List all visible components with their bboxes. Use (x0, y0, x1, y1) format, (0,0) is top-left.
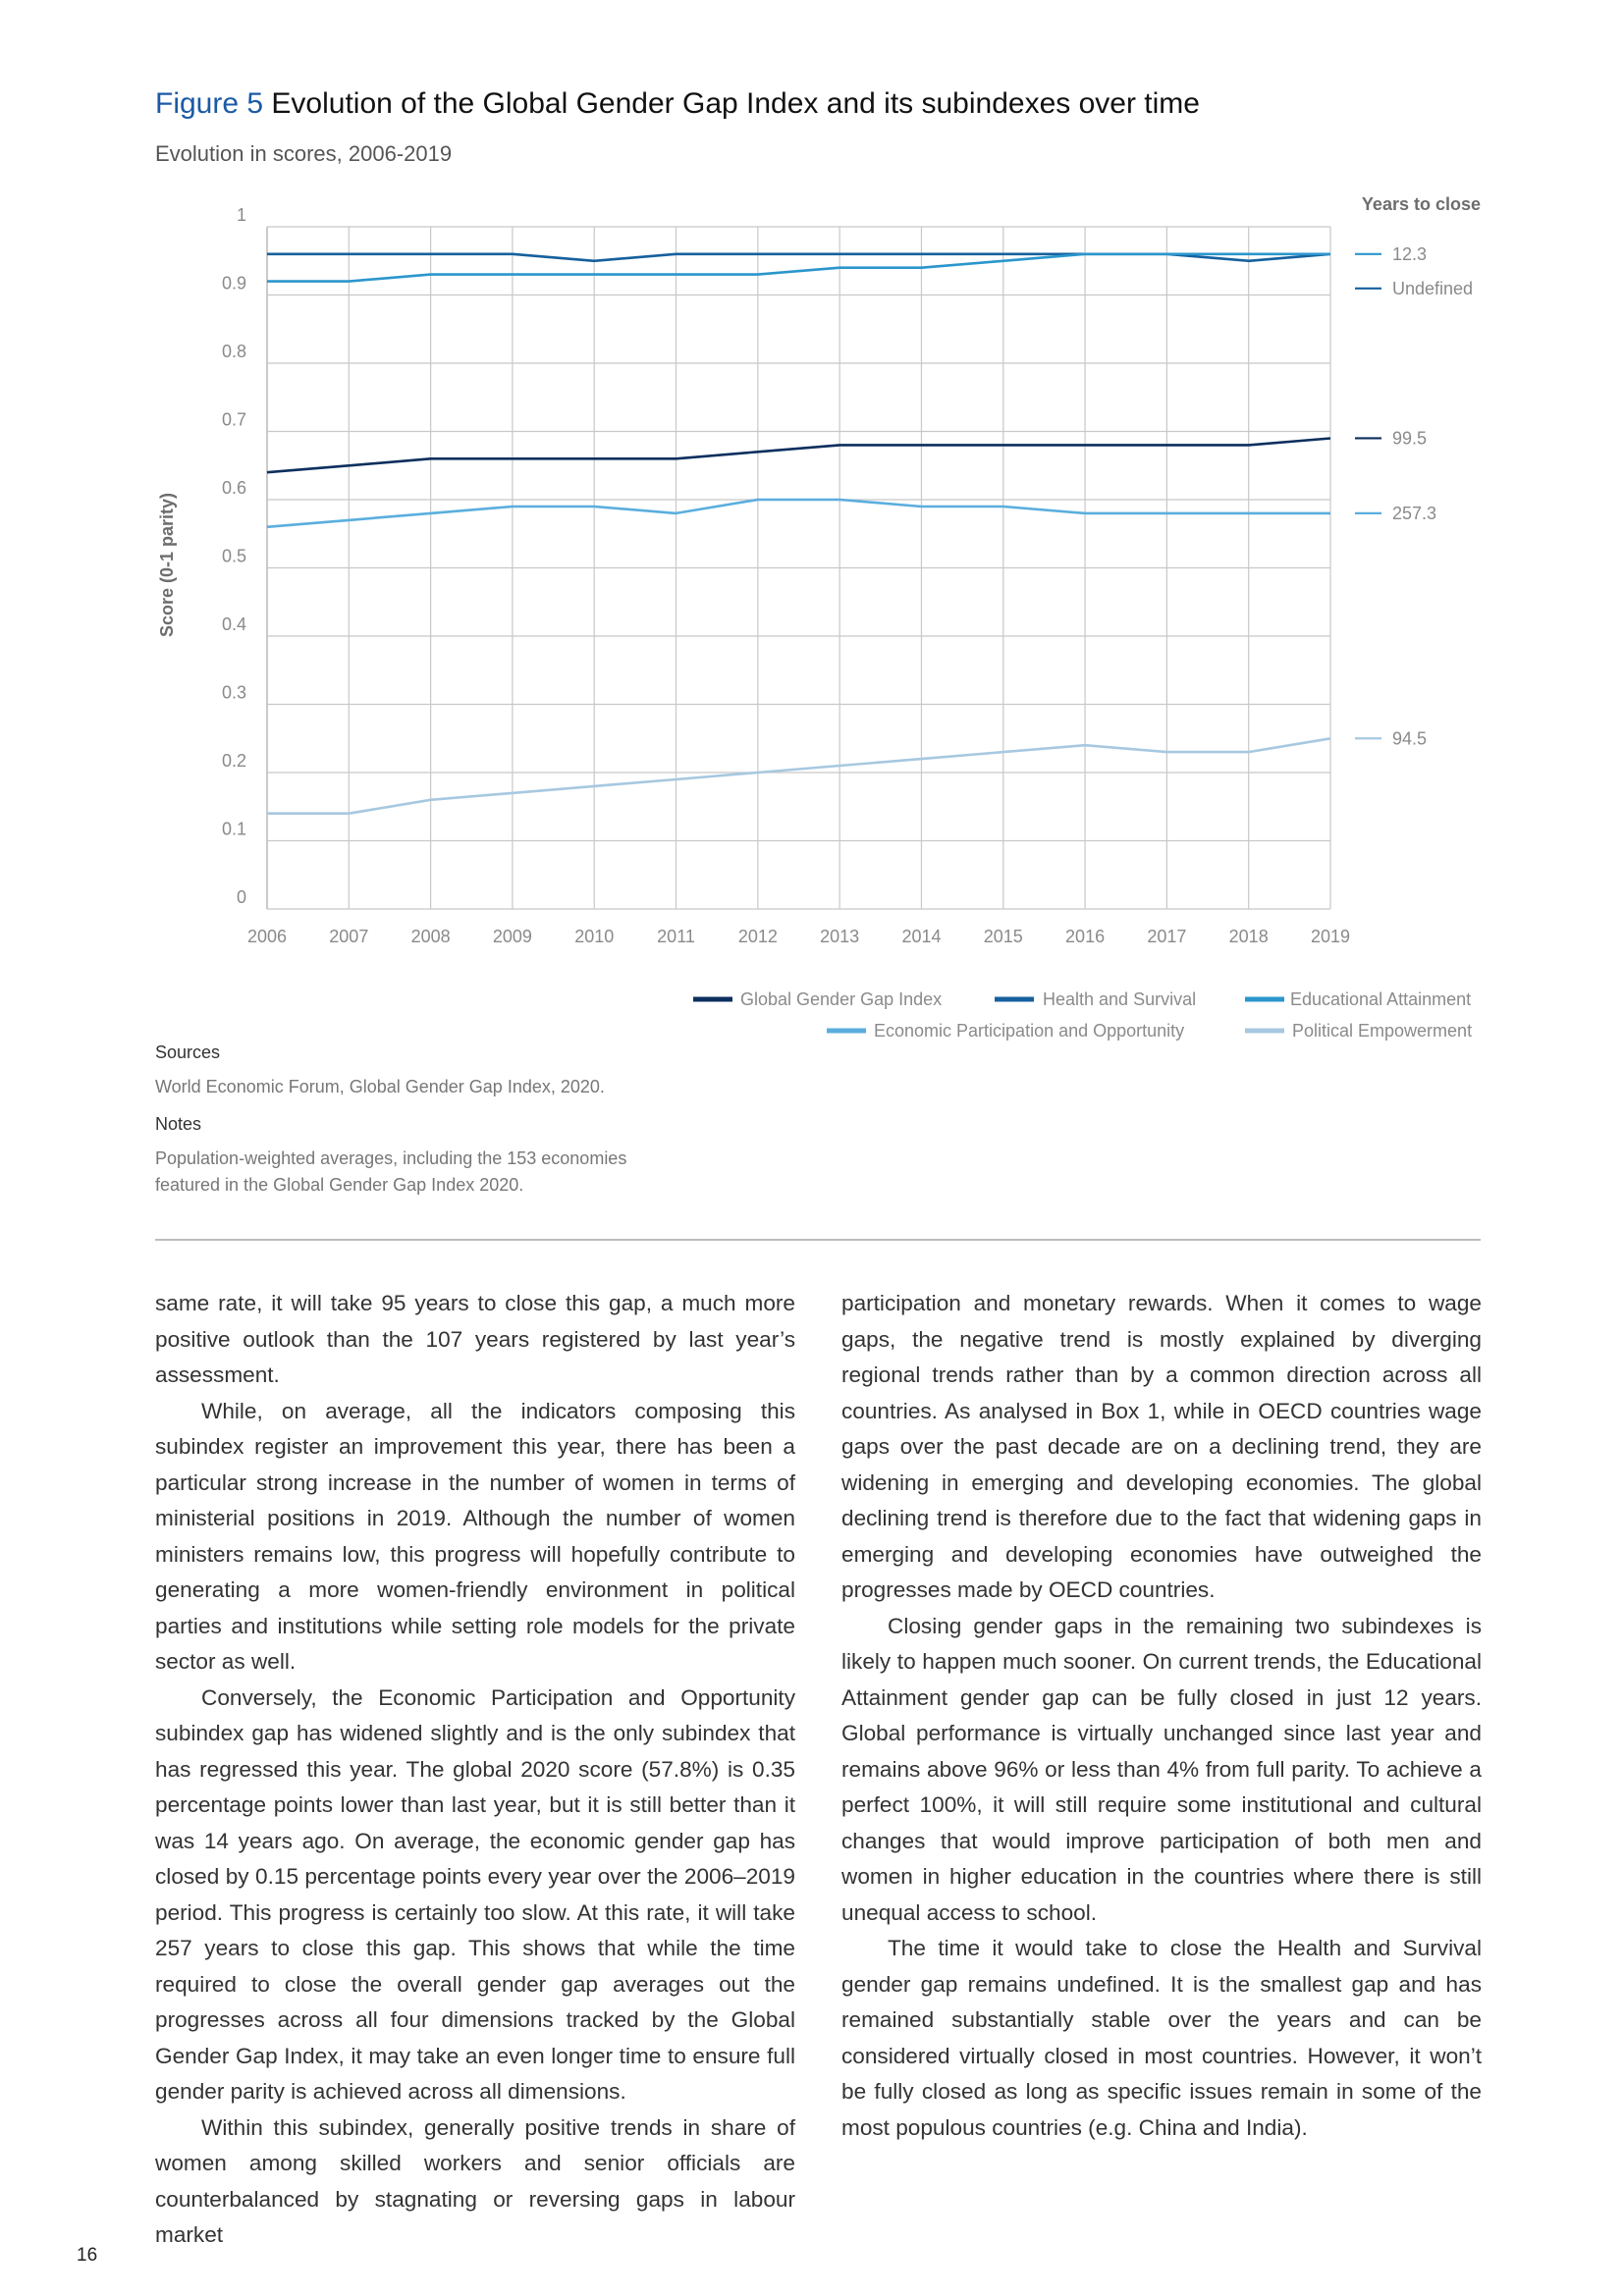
end-label-value: 257.3 (1392, 503, 1437, 523)
line-chart (0, 0, 1624, 1050)
y-tick-label: 0.7 (221, 409, 246, 430)
legend-label: Educational Attainment (1290, 989, 1472, 1009)
y-axis-title: Score (0-1 parity) (157, 492, 177, 638)
years-to-close-title: Years to close (1361, 194, 1481, 214)
x-tick-label: 2007 (329, 927, 369, 946)
series-line (267, 738, 1330, 813)
legend-label: Political Empowerment (1292, 1021, 1473, 1041)
paragraph: same rate, it will take 95 years to close this gap, a much more positive outlook than the 107 years registered by last year’s assessment. (155, 1291, 795, 1387)
x-tick-label: 2019 (1310, 927, 1351, 946)
legend-label: Economic Participation and Opportunity (874, 1021, 1185, 1041)
paragraph: participation and monetary rewards. When it comes to wage gaps, the negative trend is mostly explained by diverging regional trends rather than by a common direction across all countries. As analysed in Box 1, while in OECD countries wage gaps over the past decade are on a declining trend, they are widening in emerging and developing economies. The global declining trend is therefore due to the fact that widening gaps in emerging and developing economies have outweighed the progresses made by OECD countries. (841, 1291, 1482, 1602)
end-label-value: 94.5 (1392, 728, 1428, 749)
chart-axes (157, 205, 1350, 946)
figure-number: Figure 5 (155, 87, 264, 120)
legend-label: Global Gender Gap Index (740, 989, 943, 1009)
y-tick-label: 1 (236, 205, 246, 225)
chart-series (267, 254, 1330, 814)
x-tick-label: 2018 (1228, 927, 1269, 946)
y-tick-label: 0.2 (221, 751, 246, 771)
x-tick-label: 2017 (1147, 927, 1187, 946)
x-tick-label: 2014 (901, 927, 942, 946)
end-label-value: Undefined (1392, 278, 1474, 298)
body-column-right (841, 1286, 1482, 2146)
x-tick-label: 2013 (820, 927, 860, 946)
section-divider (155, 1239, 1481, 1241)
series-line (267, 254, 1330, 282)
sources-heading: Sources (155, 1042, 221, 1062)
y-tick-label: 0.5 (221, 546, 246, 566)
end-label-value: 12.3 (1392, 243, 1428, 264)
paragraph: Closing gender gaps in the remaining two subindexes is likely to happen much sooner. On current trends, the Educational Attainment gender gap can be fully closed in just 12 years. Global performance is virtually unchanged since last year and remains above 96% or less than 4% from full parity. To achieve a perfect 100%, it will still require some institutional and cultural changes that would improve participation of both men and women in higher education in the countries where there is still unequal access to school. (841, 1613, 1482, 1925)
paragraph: While, on average, all the indicators composing this subindex register an improvement this year, there has been a particular strong increase in the number of women in terms of ministerial positions in 2019. Although the number of women ministers remains low, this progress will hopefully contribute to generating a more women-friendly environment in political parties and institutions while setting role models for the private sector as well. (155, 1398, 795, 1674)
notes-heading: Notes (155, 1114, 202, 1134)
paragraph: Within this subindex, generally positive trends in share of women among skilled workers and senior officials are counterbalanced by stagnating or reversing gaps in labour market (155, 2114, 795, 2247)
notes-text (155, 1146, 744, 1199)
figure-title-text: Evolution of the Global Gender Gap Index and its subindexes over time (271, 87, 1200, 120)
chart-end-labels (1355, 194, 1481, 748)
x-tick-label: 2008 (410, 927, 451, 946)
notes-line-2: featured in the Global Gender Gap Index 2020. (155, 1175, 524, 1195)
x-tick-label: 2012 (737, 927, 778, 946)
y-tick-label: 0 (236, 887, 246, 907)
y-tick-label: 0.6 (221, 478, 246, 498)
series-line (267, 500, 1330, 527)
chart-grid (267, 227, 1330, 909)
page-number: 16 (77, 2245, 98, 2266)
series-line (267, 439, 1330, 473)
figure-subtitle: Evolution in scores, 2006-2019 (155, 141, 453, 166)
y-tick-label: 0.8 (221, 342, 246, 361)
paragraph: The time it would take to close the Health and Survival gender gap remains undefined. It is the smallest gap and has remained substantially stable over the years and can be considered virtually closed in most countries. However, it won’t be fully closed as long as specific issues remain in some of the most populous countries (e.g. China and India). (841, 1936, 1482, 2140)
y-tick-label: 0.1 (221, 819, 246, 839)
y-tick-label: 0.3 (221, 682, 246, 703)
y-tick-label: 0.4 (221, 614, 246, 634)
paragraph: Conversely, the Economic Participation and Opportunity subindex gap has widened slightly and is the only subindex that has regressed this year. The global 2020 score (57.8%) is 0.35 percentage points lower than last year, but it is still better than it was 14 years ago. On average, the economic gender gap has closed by 0.15 percentage points every year over the 2006–2019 period. This progress is certainly too slow. At this rate, it will take 257 years to close this gap. This shows that while the time required to close the overall gender gap averages out the progresses across all four dimensions tracked by the Global Gender Gap Index, it may take an even longer time to ensure full gender parity is achieved across all dimensions. (155, 1684, 795, 2104)
sources-text: World Economic Forum, Global Gender Gap Index, 2020. (155, 1077, 605, 1096)
x-tick-label: 2010 (574, 927, 615, 946)
x-tick-label: 2009 (492, 927, 532, 946)
y-tick-label: 0.9 (221, 273, 246, 294)
x-tick-label: 2015 (983, 927, 1023, 946)
x-tick-label: 2016 (1065, 927, 1106, 946)
body-column-left (155, 1286, 795, 2254)
notes-line-1: Population-weighted averages, including the 153 economies (155, 1148, 627, 1168)
legend-label: Health and Survival (1043, 989, 1197, 1009)
x-tick-label: 2006 (246, 927, 288, 946)
end-label-value: 99.5 (1392, 428, 1428, 449)
x-tick-label: 2011 (657, 927, 695, 946)
chart-legend (693, 989, 1472, 1041)
